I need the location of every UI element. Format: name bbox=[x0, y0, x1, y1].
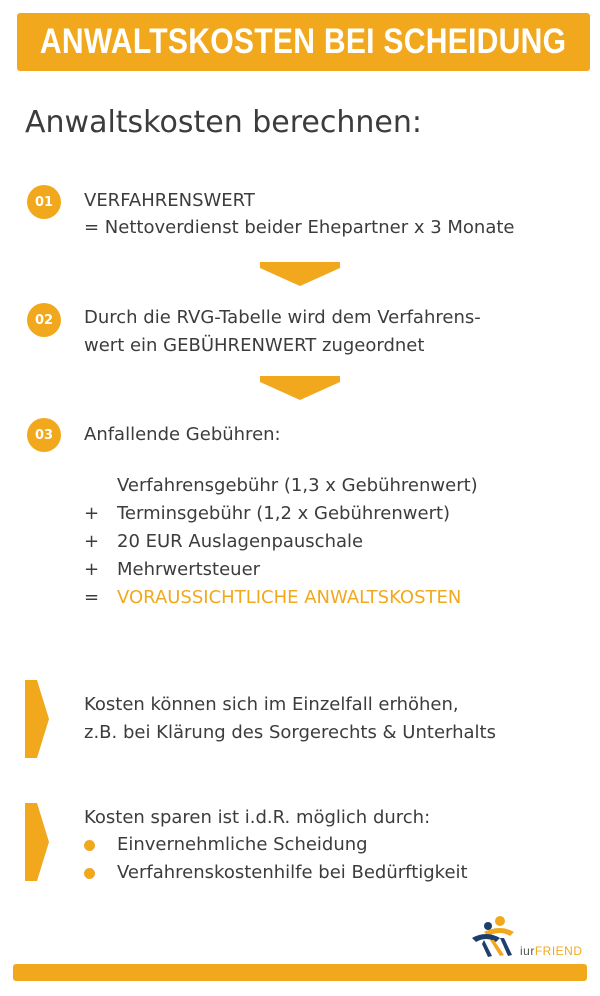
note-2-line-1: Kosten sparen ist i.d.R. möglich durch: bbox=[84, 807, 431, 828]
chevron-right-icon bbox=[25, 803, 49, 881]
footer-bar bbox=[13, 964, 587, 981]
bullet-dot bbox=[84, 868, 95, 879]
fee-item: Verfahrensgebühr (1,3 x Gebührenwert) bbox=[117, 475, 478, 496]
fee-operator: = bbox=[84, 587, 100, 608]
step-02-line-2: wert ein GEBÜHRENWERT zugeordnet bbox=[84, 335, 425, 356]
down-arrow-icon bbox=[260, 376, 340, 400]
note-2-bullet: Verfahrenskostenhilfe bei Bedürftigkeit bbox=[117, 862, 468, 883]
step-01-line-2: = Nettoverdienst beider Ehepartner x 3 Monate bbox=[84, 217, 515, 238]
fee-item: Mehrwertsteuer bbox=[117, 559, 261, 580]
title-banner bbox=[17, 13, 590, 71]
step-badge-01: 01 bbox=[27, 185, 61, 219]
note-1-line-1: Kosten können sich im Einzelfall erhöhen, bbox=[84, 694, 459, 715]
logo-name: FRIEND bbox=[534, 944, 583, 958]
fee-operator: + bbox=[84, 559, 100, 580]
logo-wordmark bbox=[520, 944, 583, 958]
step-01-line-1: VERFAHRENSWERT bbox=[84, 190, 255, 211]
note-1-line-2: z.B. bei Klärung des Sorgerechts & Unterhalts bbox=[84, 722, 496, 743]
fee-item: Terminsgebühr (1,2 x Gebührenwert) bbox=[117, 503, 451, 524]
fee-item: 20 EUR Auslagenpauschale bbox=[117, 531, 364, 552]
step-02-line-1: Durch die RVG-Tabelle wird dem Verfahrens- bbox=[84, 307, 481, 328]
fee-total: VORAUSSICHTLICHE ANWALTSKOSTEN bbox=[117, 587, 462, 608]
page-heading: Anwaltskosten berechnen: bbox=[25, 105, 422, 140]
bullet-dot bbox=[84, 840, 95, 851]
step-badge-03: 03 bbox=[27, 418, 61, 452]
logo-prefix: iur bbox=[520, 944, 535, 958]
fee-operator: + bbox=[84, 531, 100, 552]
step-badge-02: 02 bbox=[27, 303, 61, 337]
chevron-right-icon bbox=[25, 680, 49, 758]
note-2-bullet: Einvernehmliche Scheidung bbox=[117, 834, 368, 855]
banner-title: ANWALTSKOSTEN BEI SCHEIDUNG bbox=[40, 22, 567, 61]
down-arrow-icon bbox=[260, 262, 340, 286]
fee-operator: + bbox=[84, 503, 100, 524]
step-03-line-1: Anfallende Gebühren: bbox=[84, 424, 281, 445]
